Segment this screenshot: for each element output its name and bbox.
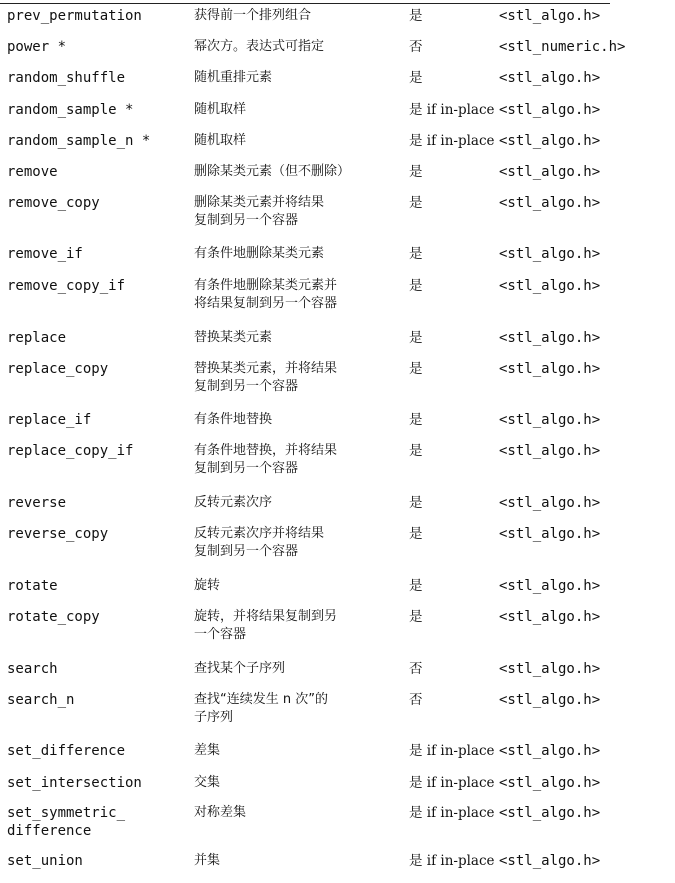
function-description: 随机重排元素 — [194, 70, 273, 85]
header-file: <stl_algo.h> — [499, 195, 601, 211]
mutating-flag: 是 — [409, 609, 423, 625]
header-file: <stl_algo.h> — [499, 495, 601, 511]
header-file: <stl_algo.h> — [499, 361, 601, 377]
mutating-flag: 是 — [409, 443, 423, 459]
mutating-flag: 是 — [409, 412, 423, 428]
function-description: 幂次方。表达式可指定 — [194, 39, 325, 54]
table-row — [7, 742, 667, 774]
header-file: <stl_algo.h> — [499, 133, 601, 149]
function-description: 有条件地替换，并将结果 复制到另一个容器 — [194, 443, 338, 476]
function-name: replace_copy_if — [7, 443, 134, 459]
algorithm-table — [7, 7, 667, 883]
function-description: 查找“连续发生 n 次”的 子序列 — [194, 692, 328, 725]
function-name: replace — [7, 330, 67, 346]
mutating-flag: 否 — [409, 661, 423, 677]
function-description: 有条件地替换 — [194, 412, 273, 427]
function-description: 查找某个子序列 — [194, 661, 286, 676]
mutating-flag: 否 — [409, 39, 423, 55]
header-file: <stl_numeric.h> — [499, 39, 626, 55]
mutating-flag: 是 — [409, 278, 423, 294]
function-name: random_sample_n * — [7, 133, 151, 149]
function-name: search_n — [7, 692, 75, 708]
table-row — [7, 277, 667, 329]
function-description: 交集 — [194, 775, 221, 790]
function-name: rotate — [7, 578, 58, 594]
table-row — [7, 101, 667, 132]
mutating-flag: 否 — [409, 692, 423, 708]
function-description: 替换某类元素 — [194, 330, 273, 345]
function-description: 反转元素次序 — [194, 495, 273, 510]
table-row — [7, 38, 667, 69]
mutating-flag: 是 — [409, 246, 423, 262]
function-description: 删除某类元素并将结果 复制到另一个容器 — [194, 195, 325, 228]
function-name: replace_copy — [7, 361, 109, 377]
function-name: set_intersection — [7, 775, 142, 791]
algorithm-table-body — [7, 7, 667, 883]
header-file: <stl_algo.h> — [499, 853, 601, 869]
header-file: <stl_algo.h> — [499, 805, 601, 821]
header-file: <stl_algo.h> — [499, 102, 601, 118]
function-description: 随机取样 — [194, 133, 247, 148]
function-description: 旋转 — [194, 578, 221, 593]
function-description: 反转元素次序并将结果 复制到另一个容器 — [194, 526, 325, 559]
header-file: <stl_algo.h> — [499, 743, 601, 759]
table-row — [7, 163, 667, 194]
header-file: <stl_algo.h> — [499, 775, 601, 791]
function-description: 差集 — [194, 743, 221, 758]
mutating-flag: 是 — [409, 495, 423, 511]
function-name: rotate_copy — [7, 609, 100, 625]
table-row — [7, 691, 667, 742]
header-file: <stl_algo.h> — [499, 412, 601, 428]
table-row — [7, 7, 667, 38]
function-description: 替换某类元素，并将结果 复制到另一个容器 — [194, 361, 338, 394]
function-description: 随机取样 — [194, 102, 247, 117]
function-name: remove_if — [7, 246, 83, 262]
table-row — [7, 329, 667, 360]
function-name: remove — [7, 164, 58, 180]
mutating-flag: 是 if in-place — [409, 853, 495, 869]
function-name: remove_copy_if — [7, 278, 126, 294]
mutating-flag: 是 — [409, 8, 423, 24]
header-file: <stl_algo.h> — [499, 70, 601, 86]
mutating-flag: 是 — [409, 361, 423, 377]
header-file: <stl_algo.h> — [499, 578, 601, 594]
table-row — [7, 577, 667, 608]
function-description: 有条件地删除某类元素 — [194, 246, 325, 261]
table-row — [7, 660, 667, 691]
header-file: <stl_algo.h> — [499, 278, 601, 294]
table-row — [7, 774, 667, 804]
table-row — [7, 245, 667, 277]
function-name: set_union — [7, 853, 83, 869]
function-name: replace_if — [7, 412, 92, 428]
header-file: <stl_algo.h> — [499, 246, 601, 262]
mutating-flag: 是 — [409, 578, 423, 594]
table-row — [7, 194, 667, 245]
header-file: <stl_algo.h> — [499, 8, 601, 24]
function-description: 旋转，并将结果复制到另 一个容器 — [194, 609, 338, 642]
function-name: remove_copy — [7, 195, 100, 211]
top-rule — [0, 3, 610, 4]
function-description: 有条件地删除某类元素并 将结果复制到另一个容器 — [194, 278, 338, 311]
header-file: <stl_algo.h> — [499, 164, 601, 180]
function-description: 并集 — [194, 853, 221, 868]
table-row — [7, 804, 667, 852]
function-name: random_sample * — [7, 102, 134, 118]
header-file: <stl_algo.h> — [499, 443, 601, 459]
table-row — [7, 608, 667, 660]
header-file: <stl_algo.h> — [499, 330, 601, 346]
function-name: power * — [7, 39, 67, 55]
table-row — [7, 852, 667, 883]
mutating-flag: 是 if in-place — [409, 102, 495, 118]
function-name: reverse_copy — [7, 526, 109, 542]
function-name: set_symmetric_ difference — [7, 805, 126, 839]
table-row — [7, 69, 667, 101]
table-row — [7, 442, 667, 494]
header-file: <stl_algo.h> — [499, 692, 601, 708]
function-name: random_shuffle — [7, 70, 126, 86]
mutating-flag: 是 — [409, 70, 423, 86]
function-name: reverse — [7, 495, 67, 511]
function-description: 获得前一个排列组合 — [194, 8, 312, 23]
function-description: 对称差集 — [194, 805, 247, 820]
mutating-flag: 是 — [409, 526, 423, 542]
table-row — [7, 525, 667, 577]
mutating-flag: 是 — [409, 195, 423, 211]
table-row — [7, 411, 667, 442]
header-file: <stl_algo.h> — [499, 526, 601, 542]
mutating-flag: 是 — [409, 330, 423, 346]
mutating-flag: 是 — [409, 164, 423, 180]
table-row — [7, 494, 667, 525]
header-file: <stl_algo.h> — [499, 609, 601, 625]
mutating-flag: 是 if in-place — [409, 743, 495, 759]
mutating-flag: 是 if in-place — [409, 133, 495, 149]
function-name: set_difference — [7, 743, 126, 759]
function-name: prev_permutation — [7, 8, 142, 24]
table-row — [7, 360, 667, 411]
function-name: search — [7, 661, 58, 677]
mutating-flag: 是 if in-place — [409, 805, 495, 821]
header-file: <stl_algo.h> — [499, 661, 601, 677]
mutating-flag: 是 if in-place — [409, 775, 495, 791]
table-row — [7, 132, 667, 163]
function-description: 删除某类元素（但不删除） — [194, 164, 351, 179]
